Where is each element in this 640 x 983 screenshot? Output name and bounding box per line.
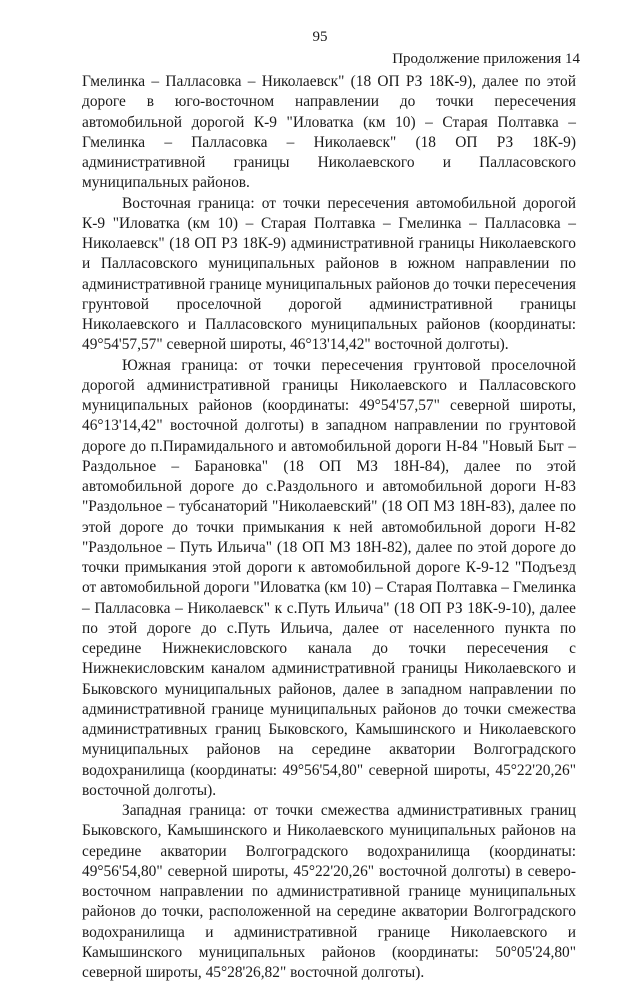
page-number: 95 [312,29,328,45]
paragraph-western-border: Западная граница: от точки смежества административных границ Быковского, Камышинского и Николаевского муниципальных районов на середине акватории Волгоградского водохранилища (координаты: 49°56'54,80" северной широты, 45°22'20,26" восточной долготы) в северо-восточном направлении по административной границе муниципальных районов до точки, расположенной на середине акватории Волгоградского водохранилища и административной границе Николаевского и Камышинского муниципальных районов (координаты: 50°05'24,80" северной широты, 45°28'26,82" восточной долготы). [82,802,576,981]
appendix-continuation-note: Продолжение приложения 14 [392,51,580,67]
paragraph-eastern-border: Восточная граница: от точки пересечения автомобильной дорогой К-9 "Иловатка (км 10) – Старая Полтавка – Гмелинка – Палласовка – Николаевск" (18 ОП РЗ 18К-9) административной границы Николаевского и Палласовского муниципальных районов в южном направлении по административной границе муниципальных районов до точки пересечения грунтовой проселочной дорогой административной границы Николаевского и Палласовского муниципальных районов (координаты: 49°54'57,57" северной широты, 46°13'14,42" восточной долготы). [82,194,576,354]
paragraph-continuation: Гмелинка – Палласовка – Николаевск" (18 ОП РЗ 18К-9), далее по этой дороге в юго-восточном направлении до точки пересечения автомобильной дорогой К-9 "Иловатка (км 10) – Старая Полтавка – Гмелинка – Палласовка – Николаевск" (18 ОП РЗ 18К-9) административной границы Николаевского и Палласовского муниципальных районов. [82,73,576,192]
document-body [82,72,576,983]
paragraph-southern-border: Южная граница: от точки пересечения грунтовой проселочной дорогой административной границы Николаевского и Палласовского муниципальных районов (координаты: 49°54'57,57" северной широты, 46°13'14,42" восточной долготы) в западном направлении по грунтовой дороге до п.Пирамидального и автомобильной дороги Н-84 "Новый Быт – Раздольное – Барановка" (18 ОП МЗ 18Н-84), далее по этой автомобильной дороге до с.Раздольного и автомобильной дороги Н-83 "Раздольное – тубсанаторий "Николаевский" (18 ОП МЗ 18Н-83), далее по этой дороге до точки примыкания к ней автомобильной дороги Н-82 "Раздольное – Путь Ильича" (18 ОП МЗ 18Н-82), далее по этой дороге до точки примыкания этой дороги к автомобильной дороге К-9-12 "Подъезд от автомобильной дороги "Иловатка (км 10) – Старая Полтавка – Гмелинка – Палласовка – Николаевск" к с.Путь Ильича" (18 ОП РЗ 18К-9-10), далее по этой дороге до с.Путь Ильича, далее от населенного пункта по середине Нижнекисловского канала до точки пересечения с Нижнекисловским каналом административной границы Николаевского и Быковского муниципальных районов, далее в западном направлении по административной границе муниципальных районов до точки смежества административных границ Быковского, Камышинского и Николаевского муниципальных районов на середине акватории Волгоградского водохранилища (координаты: 49°56'54,80" северной широты, 45°22'20,26" восточной долготы). [82,356,576,799]
